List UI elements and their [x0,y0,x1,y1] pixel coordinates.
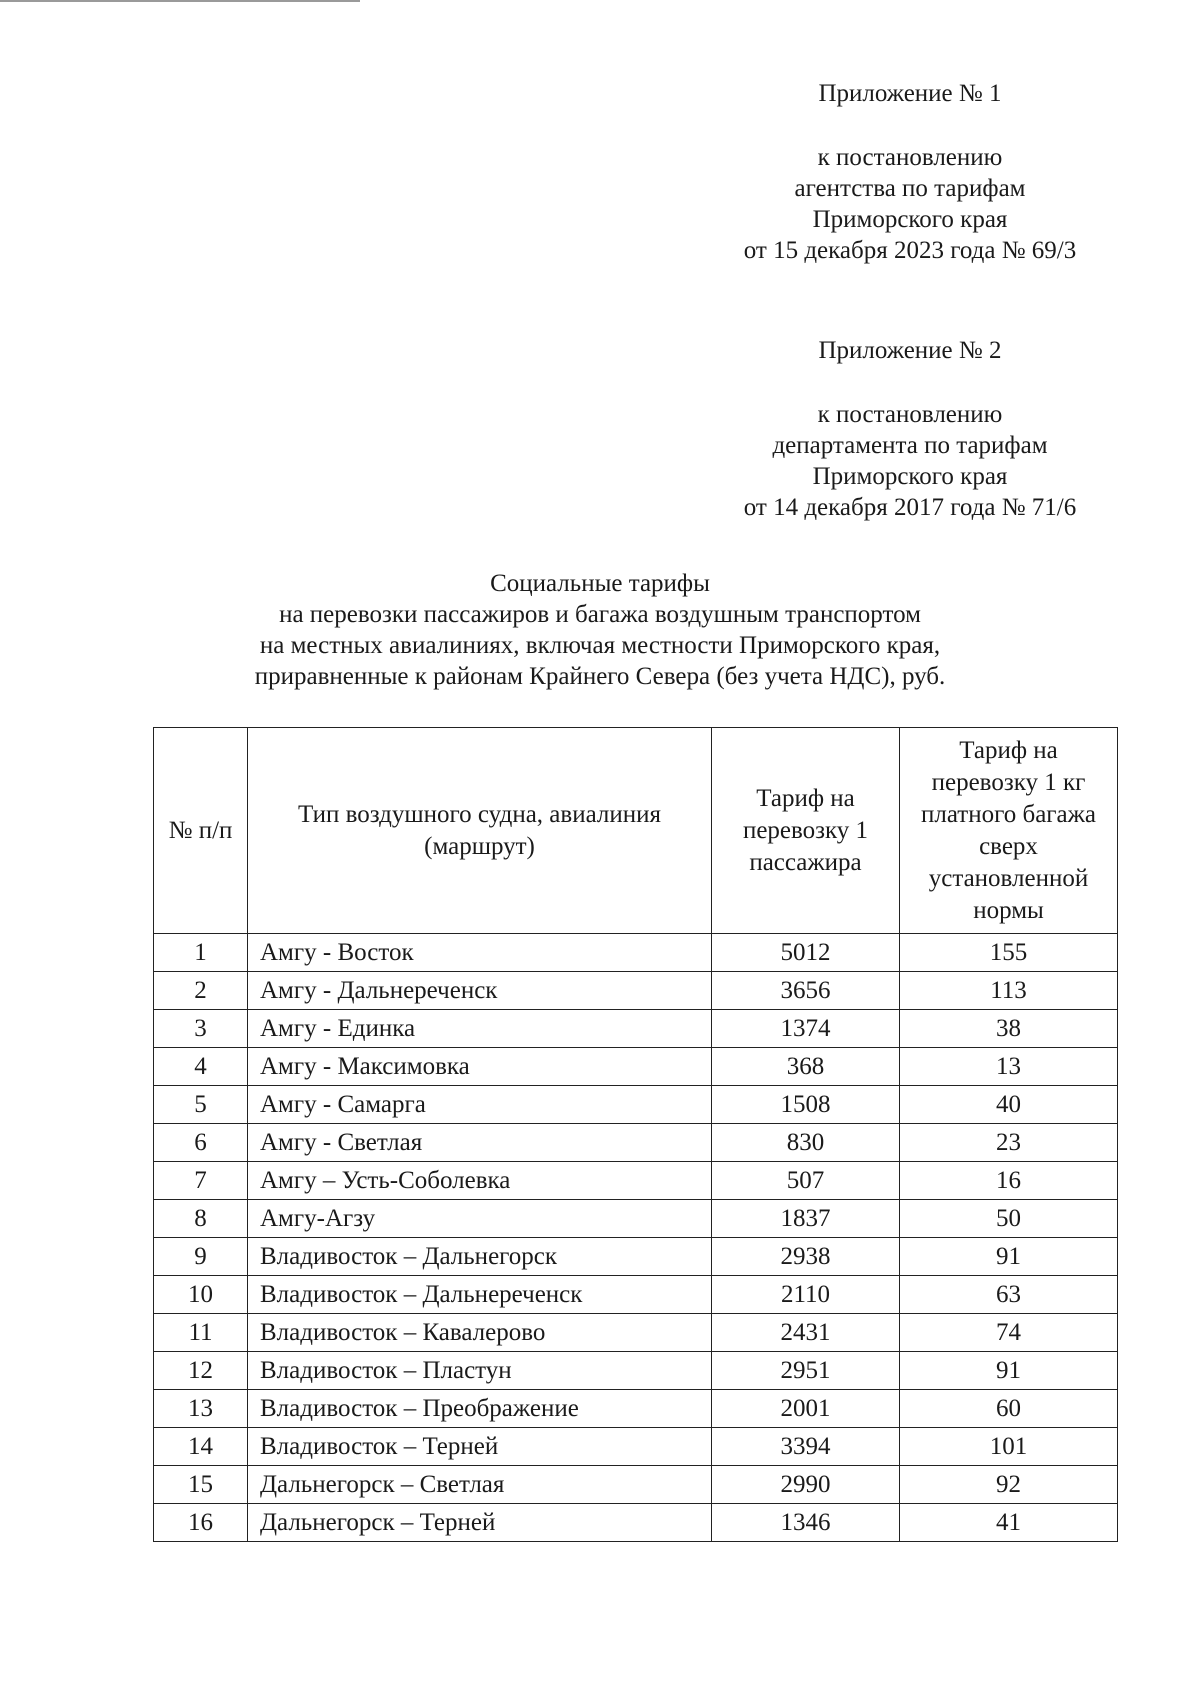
row-route: Амгу – Усть-Соболевка [248,1162,712,1200]
appendix-1-block [710,78,1110,266]
row-route: Амгу - Единка [248,1010,712,1048]
row-number: 12 [154,1352,248,1390]
row-number: 3 [154,1010,248,1048]
row-passenger-tariff: 507 [712,1162,900,1200]
row-route: Амгу - Самарга [248,1086,712,1124]
row-baggage-tariff: 92 [900,1466,1118,1504]
row-baggage-tariff: 13 [900,1048,1118,1086]
row-route: Амгу - Максимовка [248,1048,712,1086]
table-row [154,1428,1118,1466]
table-row [154,972,1118,1010]
table-row [154,1352,1118,1390]
appendix-1-title: Приложение № 1 [818,80,1002,107]
row-route: Владивосток – Пластун [248,1352,712,1390]
row-number: 2 [154,972,248,1010]
row-number: 4 [154,1048,248,1086]
title-line: приравненные к районам Крайнего Севера (без учета НДС), руб. [254,663,946,690]
row-route: Владивосток – Дальнегорск [248,1238,712,1276]
appendix-2-block [710,335,1110,523]
row-number: 10 [154,1276,248,1314]
appendix-1-line: к постановлению [817,144,1003,171]
row-route: Владивосток – Терней [248,1428,712,1466]
row-number: 5 [154,1086,248,1124]
table-row [154,1200,1118,1238]
row-baggage-tariff: 16 [900,1162,1118,1200]
appendix-1-line: Приморского края [812,206,1008,233]
row-passenger-tariff: 1374 [712,1010,900,1048]
row-baggage-tariff: 155 [900,934,1118,972]
appendix-2-title: Приложение № 2 [818,337,1002,364]
tariff-table [153,727,1118,1542]
row-passenger-tariff: 2001 [712,1390,900,1428]
row-number: 9 [154,1238,248,1276]
row-baggage-tariff: 40 [900,1086,1118,1124]
row-route: Дальнегорск – Светлая [248,1466,712,1504]
header-passenger-tariff: Тариф на перевозку 1 пассажира [712,728,900,934]
row-route: Дальнегорск – Терней [248,1504,712,1542]
row-number: 11 [154,1314,248,1352]
title-line: на перевозки пассажиров и багажа воздушным транспортом [279,601,921,628]
row-passenger-tariff: 830 [712,1124,900,1162]
table-row [154,1504,1118,1542]
table-row [154,1238,1118,1276]
table-row [154,1124,1118,1162]
row-number: 7 [154,1162,248,1200]
appendix-2-line: к постановлению [817,401,1003,428]
header-baggage-tariff: Тариф на перевозку 1 кг платного багажа сверх установленной нормы [900,728,1118,934]
table-row [154,1314,1118,1352]
row-route: Амгу - Дальнереченск [248,972,712,1010]
header-num: № п/п [154,728,248,934]
table-row [154,1466,1118,1504]
table-row [154,1276,1118,1314]
row-passenger-tariff: 3394 [712,1428,900,1466]
scan-edge-line [0,0,360,2]
row-baggage-tariff: 23 [900,1124,1118,1162]
row-passenger-tariff: 1837 [712,1200,900,1238]
row-baggage-tariff: 74 [900,1314,1118,1352]
row-number: 1 [154,934,248,972]
row-number: 6 [154,1124,248,1162]
row-number: 14 [154,1428,248,1466]
row-passenger-tariff: 2938 [712,1238,900,1276]
row-baggage-tariff: 38 [900,1010,1118,1048]
row-baggage-tariff: 91 [900,1238,1118,1276]
row-passenger-tariff: 368 [712,1048,900,1086]
row-number: 13 [154,1390,248,1428]
table-body [154,934,1118,1542]
row-baggage-tariff: 63 [900,1276,1118,1314]
row-baggage-tariff: 60 [900,1390,1118,1428]
row-baggage-tariff: 91 [900,1352,1118,1390]
row-baggage-tariff: 101 [900,1428,1118,1466]
row-passenger-tariff: 2990 [712,1466,900,1504]
row-passenger-tariff: 3656 [712,972,900,1010]
appendix-2-line: Приморского края [812,463,1008,490]
row-route: Владивосток – Кавалерово [248,1314,712,1352]
row-number: 16 [154,1504,248,1542]
header-route: Тип воздушного судна, авиалиния (маршрут) [248,728,712,934]
appendix-1-line: от 15 декабря 2023 года № 69/3 [743,237,1077,264]
table-header-row [154,728,1118,934]
row-route: Владивосток – Дальнереченск [248,1276,712,1314]
table-row [154,1162,1118,1200]
row-route: Владивосток – Преображение [248,1390,712,1428]
row-route: Амгу - Восток [248,934,712,972]
row-passenger-tariff: 2110 [712,1276,900,1314]
row-passenger-tariff: 1346 [712,1504,900,1542]
row-baggage-tariff: 113 [900,972,1118,1010]
row-baggage-tariff: 41 [900,1504,1118,1542]
appendix-2-line: департамента по тарифам [772,432,1048,459]
table-row [154,1010,1118,1048]
table-row [154,1048,1118,1086]
row-passenger-tariff: 1508 [712,1086,900,1124]
title-line: Социальные тарифы [490,570,710,597]
document-title [150,568,1050,692]
row-baggage-tariff: 50 [900,1200,1118,1238]
row-number: 8 [154,1200,248,1238]
table-row [154,1390,1118,1428]
row-passenger-tariff: 5012 [712,934,900,972]
table-row [154,1086,1118,1124]
appendix-1-line: агентства по тарифам [794,175,1026,202]
row-route: Амгу - Светлая [248,1124,712,1162]
title-line: на местных авиалиниях, включая местности Приморского края, [259,632,941,659]
appendix-2-line: от 14 декабря 2017 года № 71/6 [743,494,1077,521]
row-passenger-tariff: 2431 [712,1314,900,1352]
row-passenger-tariff: 2951 [712,1352,900,1390]
table-row [154,934,1118,972]
row-number: 15 [154,1466,248,1504]
row-route: Амгу-Агзу [248,1200,712,1238]
